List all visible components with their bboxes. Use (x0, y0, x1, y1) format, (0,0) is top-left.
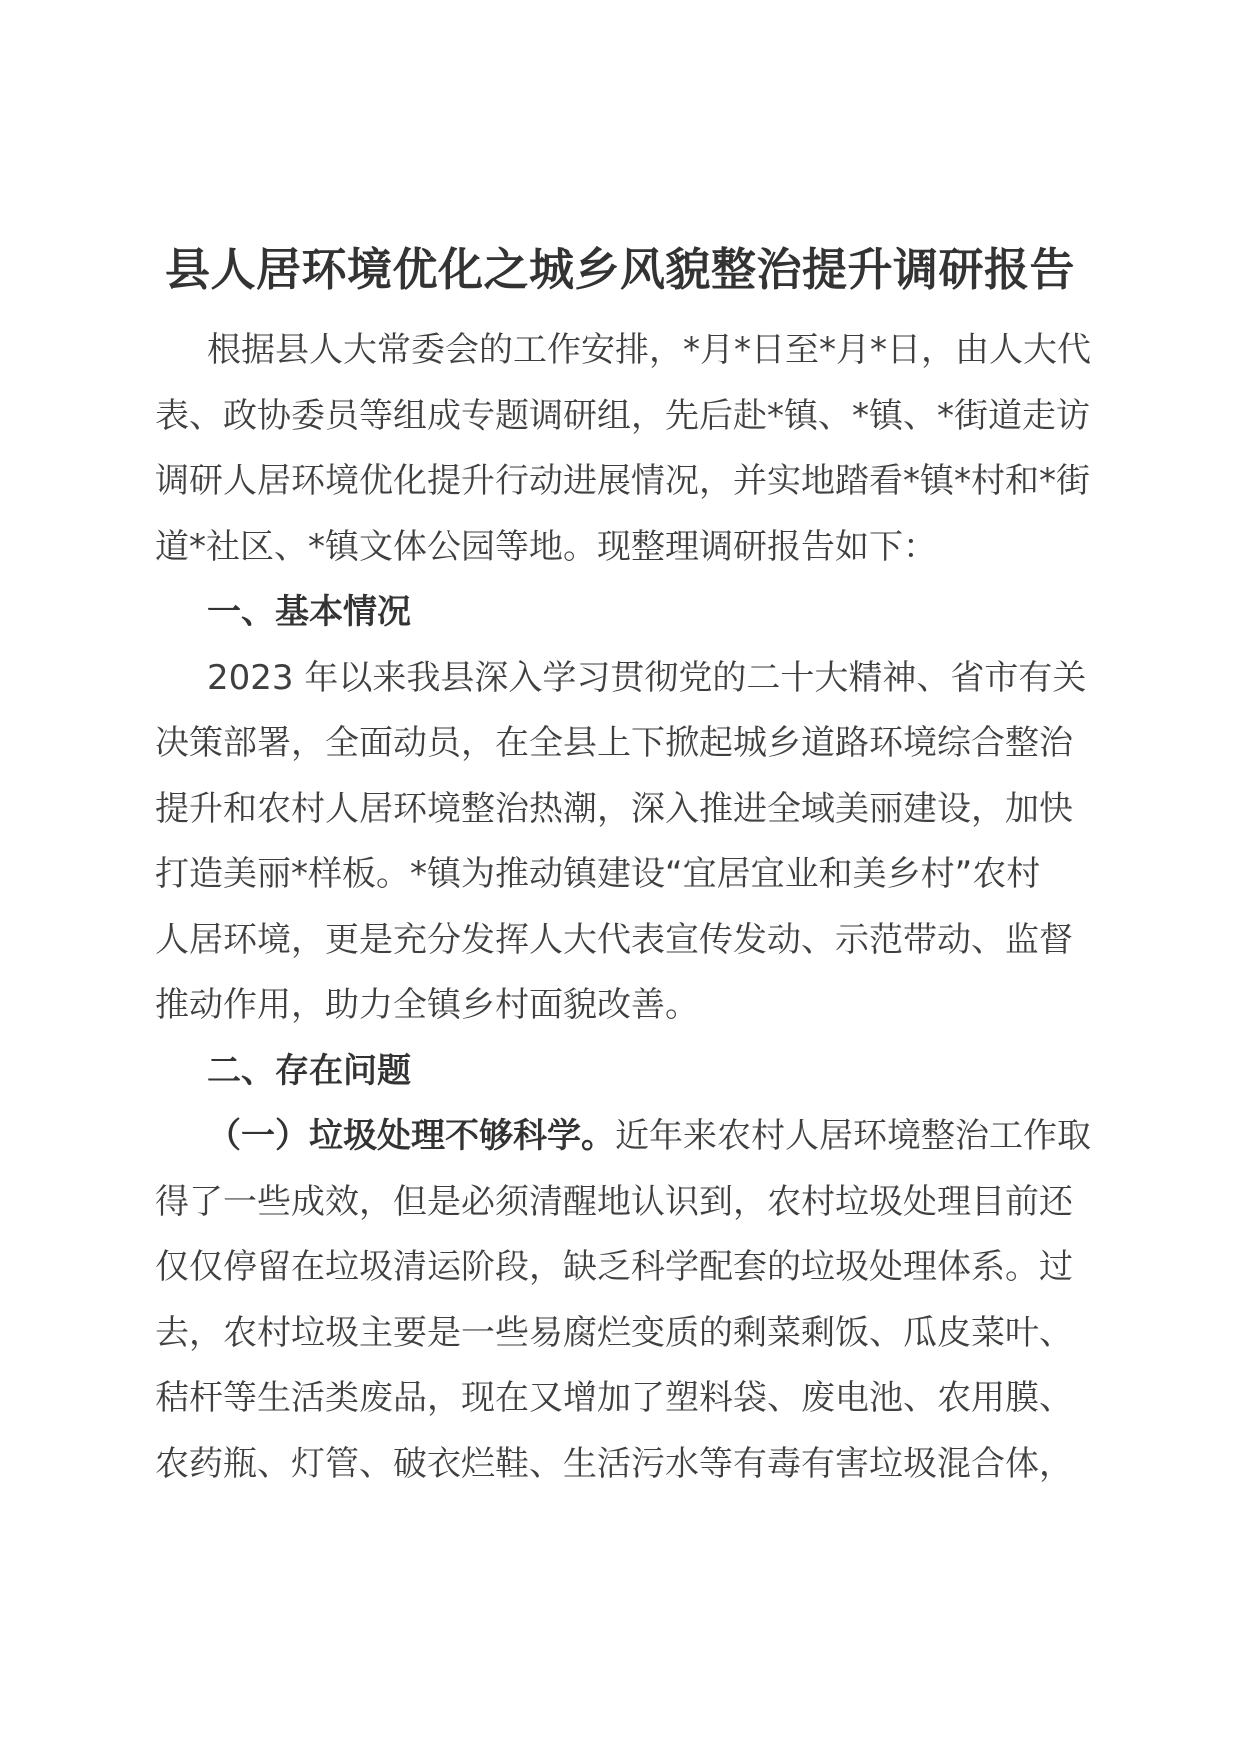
paragraph-line: 得了一些成效，但是必须清醒地认识到，农村垃圾处理目前还 (155, 1181, 1073, 1222)
problem-item-paragraph (155, 1104, 1091, 1497)
basic-situation-paragraph (155, 646, 1085, 1039)
paragraph-line: 秸杆等生活类废品，现在又增加了塑料袋、废电池、农用膜、 (155, 1378, 1073, 1418)
intro-line: 表、政协委员等组成专题调研组，先后赴*镇、*镇、*街道走访 (155, 395, 1090, 436)
intro-line: 调研人居环境优化提升行动进展情况，并实地踏看*镇*村和*街 (155, 461, 1090, 501)
paragraph-line: 去，农村垃圾主要是一些易腐烂变质的剩菜剩饭、瓜皮菜叶、 (155, 1312, 1073, 1353)
section-heading-problems: 二、存在问题 (207, 1050, 411, 1091)
intro-line: 根据县人大常委会的工作安排，*月*日至*月*日，由人大代 (207, 330, 1091, 370)
paragraph-line: 提升和农村人居环境整治热潮，深入推进全域美丽建设，加快 (155, 788, 1073, 829)
page-title: 县人居环境优化之城乡风貌整治提升调研报告 (164, 243, 1075, 296)
paragraph-line: 人居环境，更是充分发挥人大代表宣传发动、示范带动、监督 (155, 919, 1073, 960)
problem-item-text: 近年来农村人居环境整治工作取 (615, 1116, 1091, 1156)
document-body (155, 318, 1091, 1497)
paragraph-line: 2023 年以来我县深入学习贯彻党的二十大精神、省市有关 (207, 657, 1087, 698)
problem-item-first-line (155, 1104, 1091, 1170)
paragraph-line: 农药瓶、灯管、破衣烂鞋、生活污水等有毒有害垃圾混合体， (155, 1443, 1073, 1484)
paragraph-line: 仅仅停留在垃圾清运阶段，缺乏科学配套的垃圾处理体系。过 (155, 1247, 1073, 1287)
section-heading-basic: 一、基本情况 (207, 592, 411, 632)
paragraph-line: 推动作用，助力全镇乡村面貌改善。 (155, 985, 699, 1025)
intro-line: 道*社区、*镇文体公园等地。现整理调研报告如下： (155, 526, 937, 567)
paragraph-line: 决策部署，全面动员，在全县上下掀起城乡道路环境综合整治 (155, 723, 1073, 763)
intro-paragraph (155, 318, 1091, 580)
problem-item-lead: （一）垃圾处理不够科学。 (207, 1116, 615, 1156)
paragraph-line: 打造美丽*样板。*镇为推动镇建设“宜居宜业和美乡村”农村 (155, 854, 1041, 894)
